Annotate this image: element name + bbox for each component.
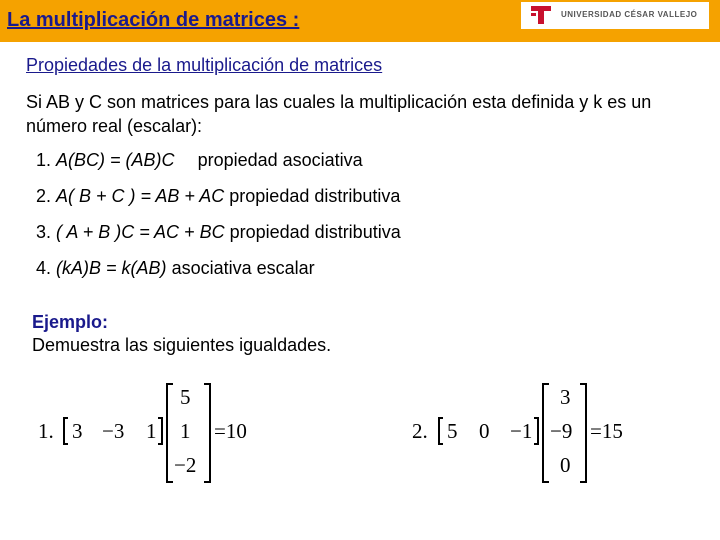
- column-entry: −2: [174, 453, 197, 477]
- property-description: propiedad distributiva: [229, 222, 401, 242]
- row-entry: −1: [510, 419, 533, 443]
- row-bracket-left: [64, 418, 68, 444]
- logo-emblem-icon: [531, 6, 551, 24]
- property-number: 1.: [36, 150, 52, 170]
- property-expression: A( B + C ) = AB + AC: [56, 186, 225, 206]
- header-bar: [0, 0, 720, 42]
- equation-label: 1.: [38, 419, 54, 443]
- row-entry: 1: [146, 419, 157, 443]
- column-bracket-left: [543, 384, 549, 482]
- property-item-2: [36, 186, 400, 207]
- row-entry: 5: [447, 419, 458, 443]
- property-number: 2.: [36, 186, 52, 206]
- university-logo: [521, 2, 709, 29]
- row-entry: −3: [102, 419, 125, 443]
- property-description: asociativa escalar: [171, 258, 315, 278]
- column-bracket-right: [204, 384, 210, 482]
- row-bracket-left: [439, 418, 443, 444]
- column-entry: 5: [180, 385, 191, 409]
- property-number: 4.: [36, 258, 52, 278]
- row-bracket-right: [534, 418, 538, 444]
- property-description: propiedad distributiva: [229, 186, 401, 206]
- property-item-1: [36, 150, 363, 171]
- column-bracket-right: [580, 384, 586, 482]
- example-instructions: Demuestra las siguientes igualdades.: [32, 335, 332, 355]
- equation-label: 2.: [412, 419, 428, 443]
- equation-1: [30, 378, 280, 488]
- equation-result: =10: [214, 419, 247, 443]
- page-title: La multiplicación de matrices :: [7, 9, 300, 31]
- property-description: propiedad asociativa: [197, 150, 363, 170]
- property-expression: (kA)B = k(AB): [56, 258, 167, 278]
- column-entry: 1: [180, 419, 191, 443]
- property-number: 3.: [36, 222, 52, 242]
- property-item-3: [36, 222, 401, 243]
- column-entry: 0: [560, 453, 571, 477]
- logo-text: UNIVERSIDAD CÉSAR VALLEJO: [561, 10, 698, 19]
- property-expression: ( A + B )C = AC + BC: [56, 222, 225, 242]
- column-bracket-left: [167, 384, 173, 482]
- property-expression: A(BC) = (AB)C: [56, 150, 175, 170]
- row-entry: 3: [72, 419, 83, 443]
- intro-text: Si AB y C son matrices para las cuales la multiplicación esta definida y k es un número real (escalar):: [26, 92, 652, 136]
- equation-result: =15: [590, 419, 623, 443]
- row-bracket-right: [158, 418, 162, 444]
- equation-2: [406, 378, 656, 488]
- intro-paragraph: [26, 90, 706, 138]
- column-entry: 3: [560, 385, 571, 409]
- row-entry: 0: [479, 419, 490, 443]
- property-item-4: [36, 258, 315, 279]
- column-entry: −9: [550, 419, 573, 443]
- example-title: Ejemplo:: [32, 312, 109, 332]
- section-subtitle: Propiedades de la multiplicación de matrices: [26, 55, 383, 75]
